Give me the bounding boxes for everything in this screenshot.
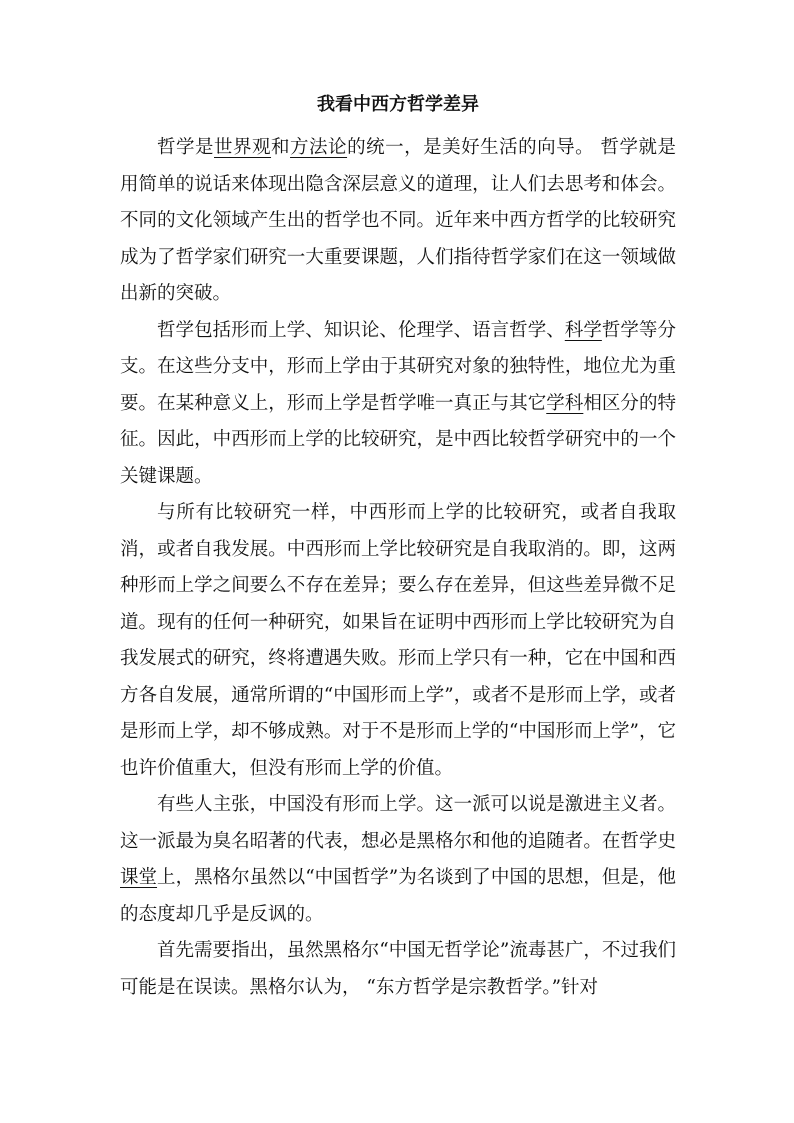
paragraph-1-text-a: 哲学是	[157, 137, 215, 158]
link-discipline[interactable]: 学科	[546, 392, 584, 414]
paragraph-1-text-c: 的统一，是美好生活的向导。 哲学就是用简单的说话来体现出隐含深层意义的道理，让人们去思考和体会。 不同的文化领域产生出的哲学也不同。近年来中西方哲学的比较研究成为了哲学家们研究一大重要课题，人们指待哲学家们在这一领域做出新的突破。	[120, 137, 676, 304]
document-page	[120, 92, 676, 1006]
paragraph-2-text-c: 相区分的特征。因此，中西形而上学的比较研究，是中西比较哲学研究中的一个关键课题。	[120, 392, 676, 487]
document-title: 我看中西方哲学差异	[317, 94, 479, 115]
paragraph-4-text-b: 上，黑格尔虽然以“中国哲学”为名谈到了中国的思想，但是，他的态度却几乎是反讽的。	[120, 867, 676, 925]
paragraph-2-text-a: 哲学包括形而上学、知识论、伦理学、语言哲学、	[157, 319, 565, 341]
link-classroom[interactable]: 课堂	[120, 867, 158, 888]
paragraph-5: 首先需要指出，虽然黑格尔“中国无哲学论”流毒甚广，不过我们可能是在误读。黑格尔认为， “东方哲学是宗教哲学。”针对	[120, 940, 676, 998]
link-science[interactable]: 科学	[564, 319, 602, 341]
paragraph-4	[120, 787, 676, 933]
paragraph-2	[120, 313, 676, 496]
paragraph-1-text-b: 和	[271, 137, 291, 158]
paragraph-1	[120, 130, 676, 313]
paragraph-2-text-b: 哲学等分支。在这些分支中，形而上学由于其研究对象的独特性，地位尤为重要。在某种意义上，形而上学是哲学唯一真正与其它	[120, 319, 676, 414]
link-methodology[interactable]: 方法论	[290, 137, 348, 158]
link-worldview[interactable]: 世界观	[214, 137, 272, 158]
paragraph-4-text-a: 有些人主张，中国没有形而上学。这一派可以说是激进主义者。这一派最为臭名昭著的代表，想必是黑格尔和他的追随者。在哲学史	[120, 794, 676, 852]
paragraph-3: 与所有比较研究一样，中西形而上学的比较研究，或者自我取消，或者自我发展。中西形而上学比较研究是自我取消的。即，这两种形而上学之间要么不存在差异；要么存在差异，但这些差异微不足道。现有的任何一种研究，如果旨在证明中西形而上学比较研究为自我发展式的研究，终将遭遇失败。形而上学只有一种，它在中国和西方各自发展，通常所谓的“中国形而上学”，或者不是形而上学，或者是形而上学，却不够成熟。对于不是形而上学的“中国形而上学”，它也许价值重大，但没有形而上学的价值。	[120, 502, 676, 779]
